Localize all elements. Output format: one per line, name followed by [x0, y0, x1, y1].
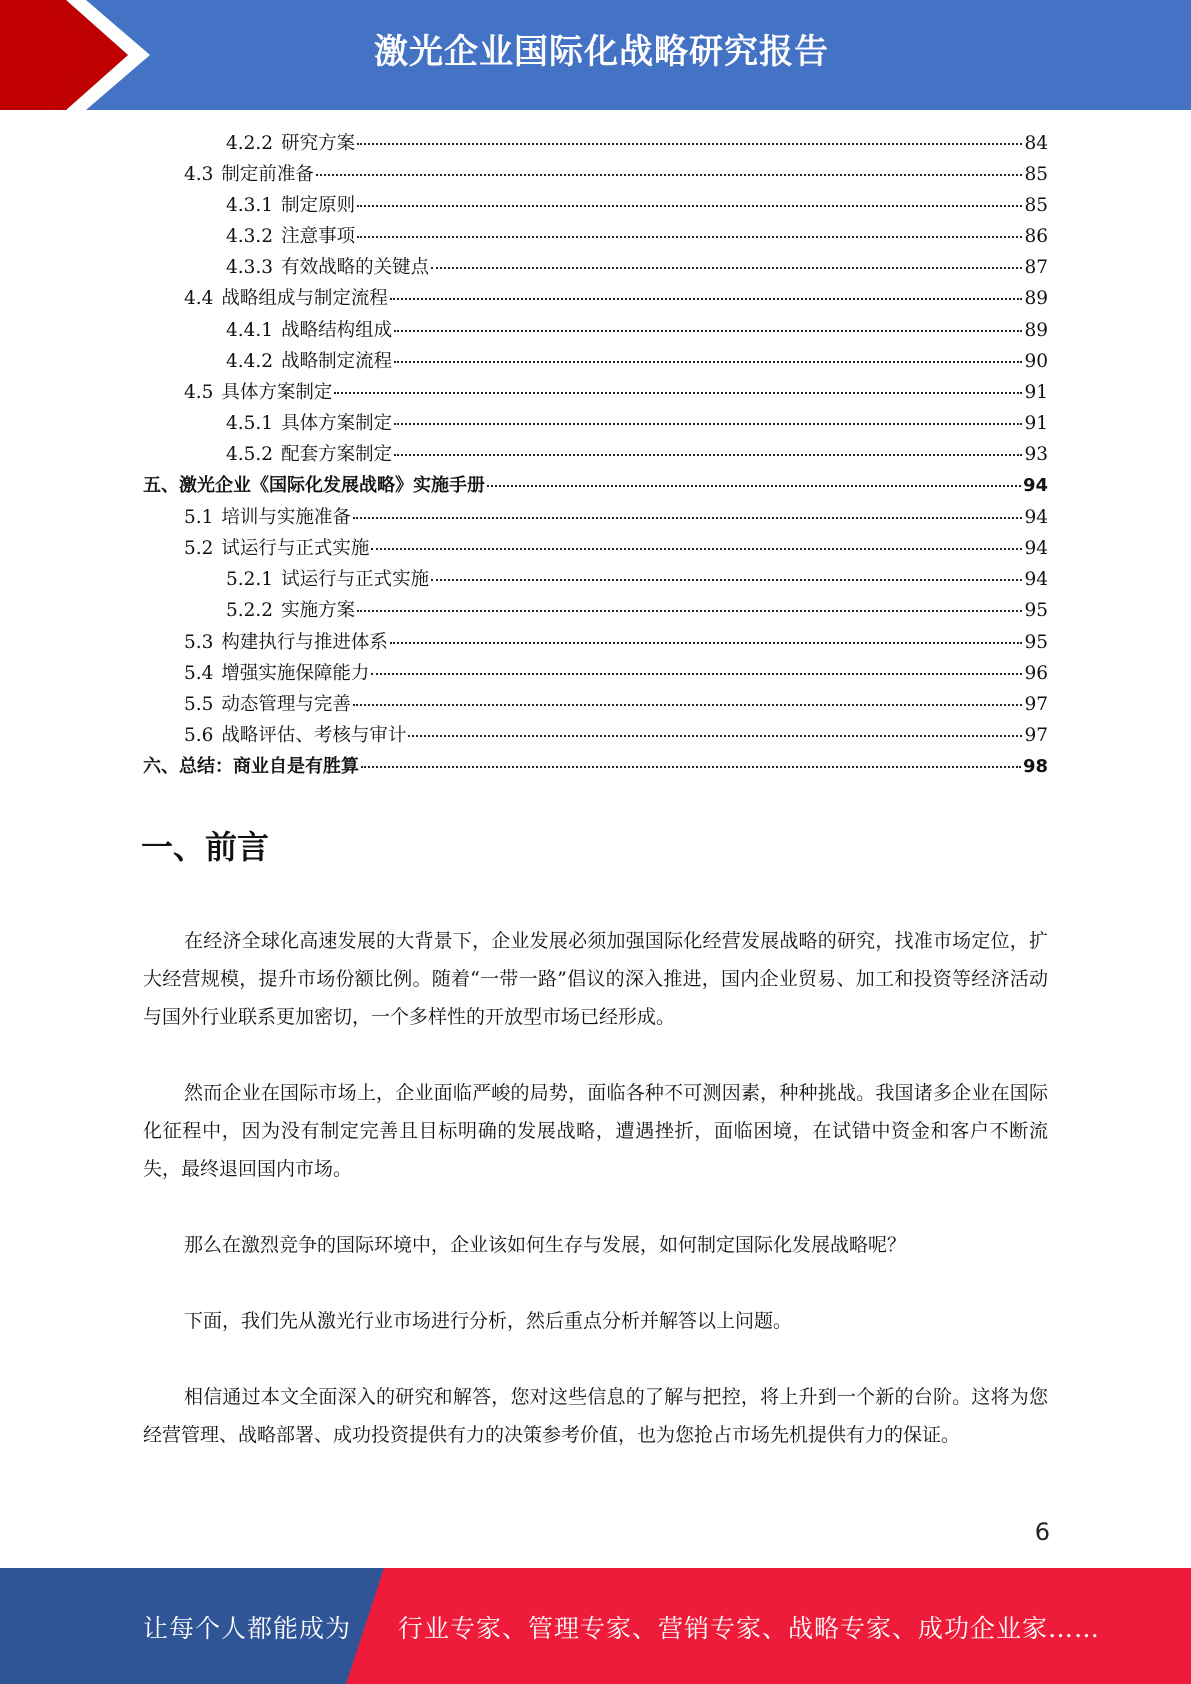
- toc-entry-title: 五、激光企业《国际化发展战略》实施手册: [143, 475, 485, 497]
- toc-entry-page: 87: [1024, 257, 1048, 279]
- section-heading: 一、前言: [141, 828, 270, 866]
- toc-entry-page: 85: [1024, 194, 1048, 216]
- toc-entry-page: 91: [1024, 413, 1048, 435]
- toc-entry-title: 战略结构组成: [281, 319, 393, 341]
- toc-entry-title: 增强实施保障能力: [221, 662, 370, 684]
- toc-entry-number: 5.6: [184, 725, 214, 747]
- toc-entry-number: 4.5.2: [226, 444, 274, 466]
- toc-entry-number: 5.5: [184, 693, 214, 715]
- toc-dot-leader: [390, 623, 1023, 644]
- toc-dot-leader: [353, 498, 1023, 519]
- body-paragraph: 然而企业在国际市场上，企业面临严峻的局势，面临各种不可测因素，种种挑战。我国诸多企业在国际化征程中，因为没有制定完善且目标明确的发展战略，遭遇挫折，面临困境，在试错中资金和客户不断流失，最终退回国内市场。: [143, 1082, 1048, 1180]
- toc-dot-leader: [316, 155, 1023, 176]
- toc-entry-page: 98: [1022, 755, 1048, 777]
- toc-dot-leader: [357, 592, 1022, 613]
- toc-entry-number: 5.1: [184, 506, 214, 528]
- document-title: 激光企业国际化战略研究报告: [374, 32, 829, 72]
- page-number: 6: [1034, 1518, 1050, 1546]
- table-of-contents: [143, 128, 1048, 783]
- toc-dot-leader: [394, 436, 1022, 457]
- toc-entry-page: 94: [1024, 506, 1048, 528]
- toc-entry-number: 5.3: [184, 631, 214, 653]
- toc-dot-leader: [353, 685, 1023, 706]
- toc-entry-title: 注意事项: [281, 226, 356, 248]
- toc-entry-title: 具体方案制定: [221, 382, 333, 403]
- body-paragraph: 那么在激烈竞争的国际环境中，企业该如何生存与发展，如何制定国际化发展战略呢？: [184, 1234, 907, 1256]
- body-paragraph: 在经济全球化高速发展的大背景下，企业发展必须加强国际化经营发展战略的研究，找准市场定位，扩大经营规模，提升市场份额比例。随着“一带一路”倡议的深入推进，国内企业贸易、加工和投资等经济活动与国外行业联系更加密切，一个多样性的开放型市场已经形成。: [143, 930, 1048, 1028]
- toc-dot-leader: [394, 405, 1022, 426]
- footer-slogan-left: 让每个人都能成为: [143, 1614, 352, 1643]
- toc-entry-title: 战略制定流程: [281, 350, 393, 372]
- toc-dot-leader: [357, 218, 1022, 239]
- toc-dot-leader: [394, 311, 1022, 332]
- toc-dot-leader: [431, 249, 1022, 270]
- toc-entry-page: 86: [1024, 226, 1048, 248]
- toc-entry-title: 制定前准备: [221, 163, 314, 185]
- body-paragraph: 下面，我们先从激光行业市场进行分析，然后重点分析并解答以上问题。: [184, 1310, 793, 1332]
- toc-entry-page: 97: [1024, 693, 1048, 715]
- toc-entry-title: 有效战略的关键点: [281, 257, 430, 279]
- toc-entry-page: 94: [1022, 475, 1048, 497]
- page-header: [0, 0, 1191, 110]
- toc-dot-leader: [431, 561, 1022, 582]
- toc-entry-page: 89: [1024, 288, 1048, 310]
- toc-dot-leader: [361, 748, 1021, 768]
- toc-dot-leader: [371, 654, 1022, 675]
- toc-entry-number: 4.4: [184, 288, 214, 310]
- toc-entry-page: 90: [1024, 350, 1048, 372]
- toc-dot-leader: [371, 529, 1022, 550]
- toc-entry[interactable]: [143, 752, 1048, 783]
- toc-entry-page: 96: [1024, 662, 1048, 684]
- toc-entry-page: 91: [1024, 382, 1048, 403]
- toc-entry-number: 4.3.3: [226, 257, 274, 279]
- toc-dot-leader: [408, 717, 1022, 738]
- toc-entry-title: 具体方案制定: [281, 413, 393, 435]
- toc-dot-leader: [487, 467, 1021, 487]
- toc-entry-title: 试运行与正式实施: [221, 537, 370, 559]
- toc-entry-title: 培训与实施准备: [221, 506, 351, 528]
- toc-entry-title: 构建执行与推进体系: [221, 631, 388, 653]
- toc-entry-number: 4.4.1: [226, 319, 274, 341]
- page-footer: [0, 1568, 1191, 1684]
- toc-entry-title: 配套方案制定: [281, 444, 393, 466]
- toc-entry-page: 89: [1024, 319, 1048, 341]
- toc-entry-page: 97: [1024, 725, 1048, 747]
- toc-entry-title: 制定原则: [281, 194, 356, 216]
- toc-dot-leader: [334, 374, 1022, 395]
- toc-entry-page: 84: [1024, 132, 1048, 154]
- toc-entry-title: 研究方案: [281, 132, 356, 154]
- toc-entry-title: 实施方案: [281, 600, 356, 622]
- body-paragraph: 相信通过本文全面深入的研究和解答，您对这些信息的了解与把控，将上升到一个新的台阶。这将为您经营管理、战略部署、成功投资提供有力的决策参考价值，也为您抢占市场先机提供有力的保证。: [143, 1386, 1048, 1446]
- toc-entry-title: 试运行与正式实施: [281, 569, 430, 591]
- toc-entry-page: 85: [1024, 163, 1048, 185]
- toc-entry-page: 94: [1024, 569, 1048, 591]
- toc-entry-number: 4.3.2: [226, 226, 274, 248]
- toc-entry-page: 95: [1024, 600, 1048, 622]
- toc-entry-title: 战略评估、考核与审计: [221, 725, 407, 747]
- toc-dot-leader: [357, 124, 1022, 145]
- toc-entry-title: 动态管理与完善: [221, 693, 351, 715]
- toc-entry-number: 5.4: [184, 662, 214, 684]
- toc-entry-number: 4.4.2: [226, 350, 274, 372]
- toc-entry-page: 93: [1024, 444, 1048, 466]
- toc-entry-number: 5.2.2: [226, 600, 274, 622]
- toc-entry-page: 94: [1024, 537, 1048, 559]
- footer-slogan-right: 行业专家、管理专家、营销专家、战略专家、成功企业家……: [398, 1614, 1101, 1643]
- body-text: [143, 922, 1048, 1492]
- toc-entry-number: 5.2.1: [226, 569, 274, 591]
- toc-entry-title: 战略组成与制定流程: [221, 288, 388, 310]
- toc-entry-page: 95: [1024, 631, 1048, 653]
- toc-dot-leader: [394, 342, 1022, 363]
- toc-entry-number: 5.2: [184, 537, 214, 559]
- toc-entry-number: 4.5.1: [226, 413, 274, 435]
- toc-dot-leader: [390, 280, 1023, 301]
- toc-entry-number: 4.3.1: [226, 194, 274, 216]
- toc-entry-number: 4.2.2: [226, 132, 274, 154]
- toc-entry-title: 六、总结：商业自是有胜算: [143, 755, 359, 777]
- toc-entry-number: 4.3: [184, 163, 214, 185]
- toc-entry-number: 4.5: [184, 382, 214, 403]
- toc-dot-leader: [357, 186, 1022, 207]
